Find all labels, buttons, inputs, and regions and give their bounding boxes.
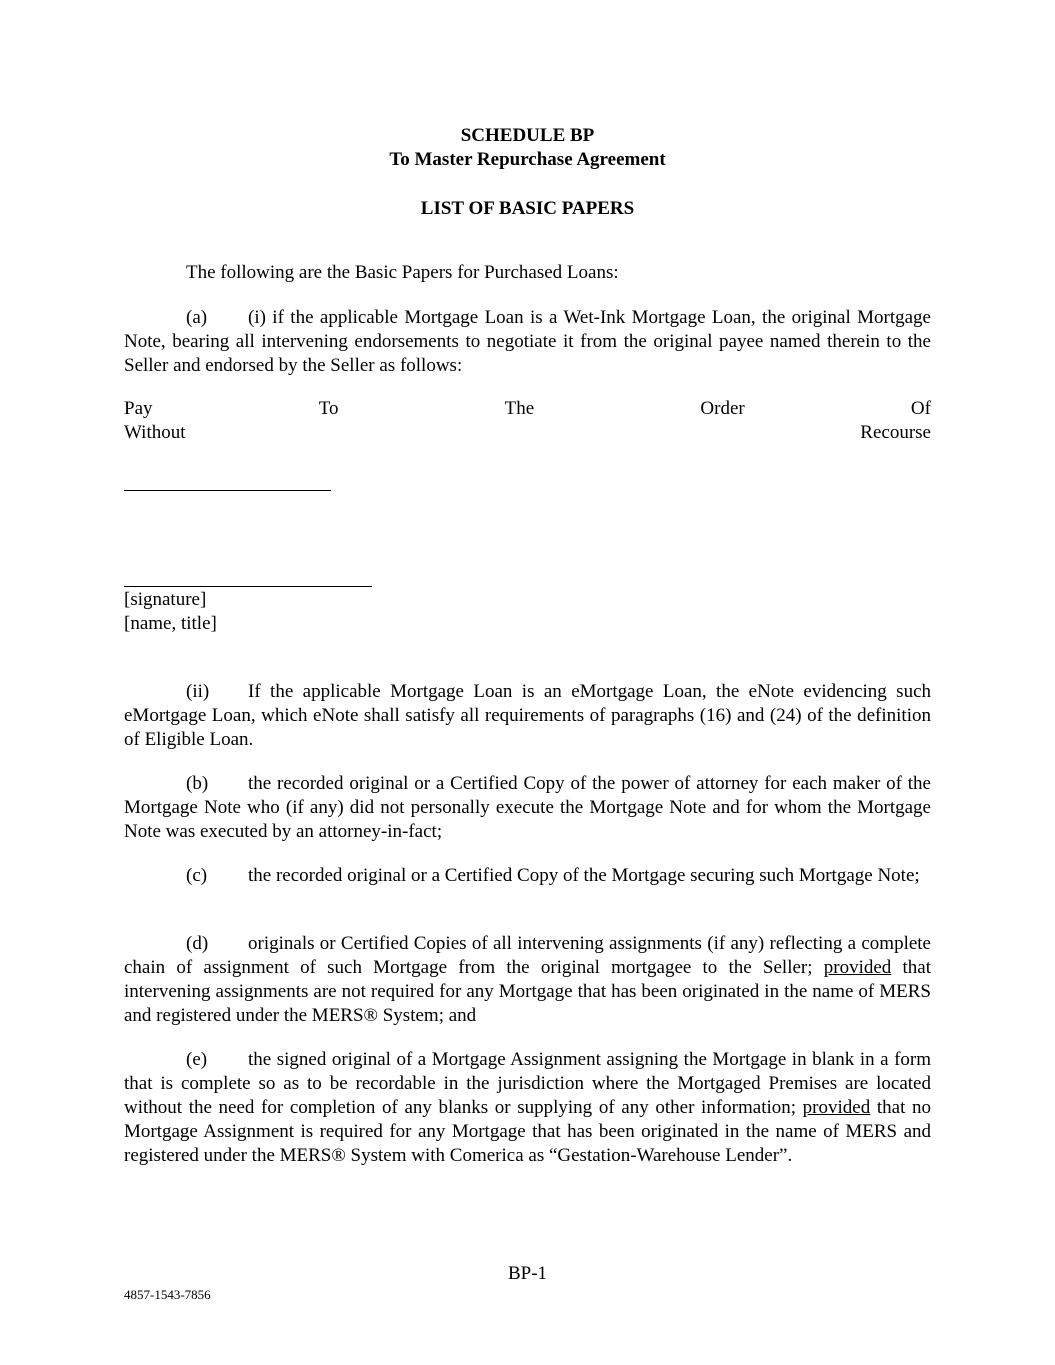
endorsement-row-2 [124,421,931,445]
list-title: LIST OF BASIC PAPERS [420,198,635,219]
paragraph-d-text-1: originals or Certified Copies of all intervening assignments (if any) reflecting a complete chain of assignment of such Mortgage from the original mortgagee to the Seller; [124,933,931,978]
schedule-title: SCHEDULE BP [460,125,595,146]
paragraph-a-label: (a) [186,307,208,328]
paragraph-d-label: (d) [186,933,209,954]
paragraph-c [124,864,931,888]
page-number: BP-1 [507,1263,548,1284]
endorsement-word: Recourse [860,422,931,443]
endorsement-word: Order [700,398,745,419]
paragraph-e-provided: provided [802,1097,871,1118]
endorsement-word: The [504,398,535,419]
paragraph-a-ii-text: If the applicable Mortgage Loan is an eMortgage Loan, the eNote evidencing such eMortgage Loan, which eNote shall satisfy all requirements of paragraphs (16) and (24) of the definition of Eligible Loan. [124,681,931,750]
paragraph-a [124,306,931,378]
endorsement-word: To [318,398,339,419]
endorsement-word: Pay [124,398,153,419]
signature-line [124,586,372,587]
endorsement-word: Of [910,398,931,419]
endorsement-word: Without [124,422,186,443]
signature-label: [signature] [124,589,207,610]
paragraph-a-ii [124,680,931,752]
schedule-subtitle: To Master Repurchase Agreement [389,149,666,170]
endorsement-blank-line [124,490,331,491]
paragraph-c-text: the recorded original or a Certified Copy of the Mortgage securing such Mortgage Note; [248,865,920,886]
paragraph-e-text-1: the signed original of a Mortgage Assignment assigning the Mortgage in blank in a form that is complete so as to be recordable in the jurisdiction where the Mortgaged Premises are located without the need for completion of any blanks or supplying of any other information; [124,1049,931,1118]
endorsement-row-1 [124,397,931,421]
paragraph-d-provided: provided [823,957,892,978]
intro-paragraph [124,261,931,285]
paragraph-b [124,772,931,844]
paragraph-e [124,1048,931,1168]
paragraph-e-label: (e) [186,1049,208,1070]
paragraph-d [124,932,931,1028]
paragraph-a-ii-label: (ii) [186,681,210,702]
document-code: 4857-1543-7856 [124,1287,211,1302]
paragraph-b-text: the recorded original or a Certified Copy of the power of attorney for each maker of the Mortgage Note who (if any) did not personally execute the Mortgage Note and for whom the Mortgage Note was executed by an attorney-in-fact; [124,773,931,842]
paragraph-b-label: (b) [186,773,209,794]
intro-text: The following are the Basic Papers for Purchased Loans: [186,262,619,283]
paragraph-a-text: (i) if the applicable Mortgage Loan is a Wet-Ink Mortgage Loan, the original Mortgage Note, bearing all intervening endorsements to negotiate it from the original payee named therein to the Seller and endorsed by the Seller as follows: [124,307,931,376]
paragraph-d-text-2: that intervening assignments are not required for any Mortgage that has been originated in the name of MERS and registered under the MERS® System; and [124,957,931,1026]
name-title-label: [name, title] [124,613,217,634]
paragraph-c-label: (c) [186,865,208,886]
paragraph-e-text-2: that no Mortgage Assignment is required for any Mortgage that has been originated in the name of MERS and registered under the MERS® System with Comerica as “Gestation-Warehouse Lender”. [124,1097,931,1166]
